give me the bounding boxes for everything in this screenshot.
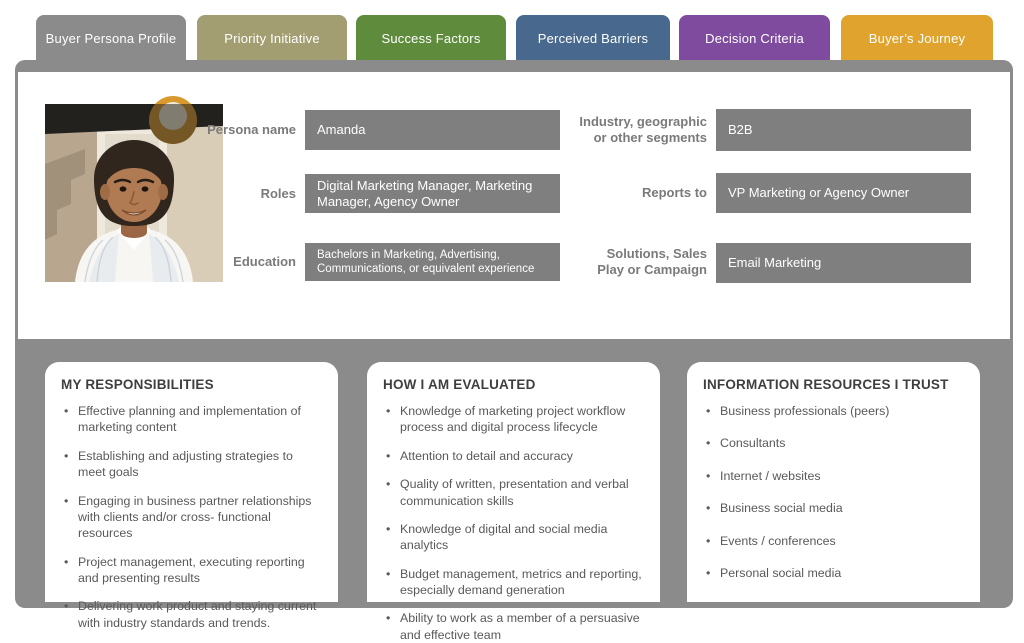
bullet-item: • Knowledge of marketing project workflow process and digital process lifecycle — [383, 403, 644, 436]
bullet-item: • Personal social media — [703, 565, 964, 581]
field-label-reports-to: Reports to — [642, 185, 707, 200]
bullet-list — [61, 403, 322, 631]
tab-perceived-barriers[interactable] — [516, 15, 670, 61]
field-value-persona-name: Amanda — [305, 110, 560, 150]
card-title: HOW I AM EVALUATED — [383, 377, 536, 392]
bullet-item: • Establishing and adjusting strategies to meet goals — [61, 448, 322, 481]
tab-buyers-journey[interactable] — [841, 15, 993, 61]
tab-label: Buyer’s Journey — [868, 30, 966, 46]
profile-panel — [18, 72, 1010, 339]
bullet-item: • Business professionals (peers) — [703, 403, 964, 419]
card-title: MY RESPONSIBILITIES — [61, 377, 214, 392]
tab-success-factors[interactable] — [356, 15, 506, 61]
bullet-item: • Attention to detail and accuracy — [383, 448, 644, 464]
bullet-item: • Events / conferences — [703, 533, 964, 549]
field-value-education: Bachelors in Marketing, Advertising, Communications, or equivalent experience — [305, 243, 560, 281]
field-value-reports-to: VP Marketing or Agency Owner — [716, 173, 971, 213]
field-label-industry-segments: Industry, geographic or other segments — [579, 114, 707, 145]
tab-label: Buyer Persona Profile — [45, 30, 177, 46]
tab-decision-criteria[interactable] — [679, 15, 830, 61]
card-information-resources — [687, 362, 980, 602]
tab-label: Priority Initiative — [224, 30, 320, 46]
tab-priority-initiative[interactable] — [197, 15, 347, 61]
bullet-item: • Budget management, metrics and reporting, especially demand generation — [383, 566, 644, 599]
bullet-item: • Engaging in business partner relationships with clients and/or cross- functional resources — [61, 493, 322, 542]
bullet-item: • Delivering work product and staying current with industry standards and trends. — [61, 598, 322, 631]
bullet-item: • Knowledge of digital and social media analytics — [383, 521, 644, 554]
field-value-solutions-campaign: Email Marketing — [716, 243, 971, 283]
bullet-item: • Internet / websites — [703, 468, 964, 484]
bullet-item: • Consultants — [703, 435, 964, 451]
bullet-list — [703, 403, 964, 581]
field-label-persona-name: Persona name — [207, 122, 296, 137]
card-how-i-am-evaluated — [367, 362, 660, 642]
card-my-responsibilities — [45, 362, 338, 630]
bullet-item: • Project management, executing reporting and presenting results — [61, 554, 322, 587]
slide-frame — [15, 60, 1013, 642]
field-value-industry-segments: B2B — [716, 109, 971, 151]
bullet-item: • Quality of written, presentation and verbal communication skills — [383, 476, 644, 509]
tab-label: Success Factors — [381, 30, 481, 46]
field-label-solutions-campaign: Solutions, Sales Play or Campaign — [597, 246, 707, 277]
field-value-roles: Digital Marketing Manager, Marketing Manager, Agency Owner — [305, 174, 560, 213]
bullet-item: • Ability to work as a member of a persuasive and effective team — [383, 610, 644, 643]
tab-label: Decision Criteria — [705, 30, 804, 46]
bullet-item: • Effective planning and implementation of marketing content — [61, 403, 322, 436]
card-title: INFORMATION RESOURCES I TRUST — [703, 377, 949, 392]
tab-buyer-persona-profile[interactable] — [36, 15, 186, 61]
bullet-list — [383, 403, 644, 643]
bullet-item: • Business social media — [703, 500, 964, 516]
field-label-education: Education — [233, 254, 296, 269]
field-label-roles: Roles — [260, 185, 296, 201]
tab-label: Perceived Barriers — [537, 30, 649, 46]
